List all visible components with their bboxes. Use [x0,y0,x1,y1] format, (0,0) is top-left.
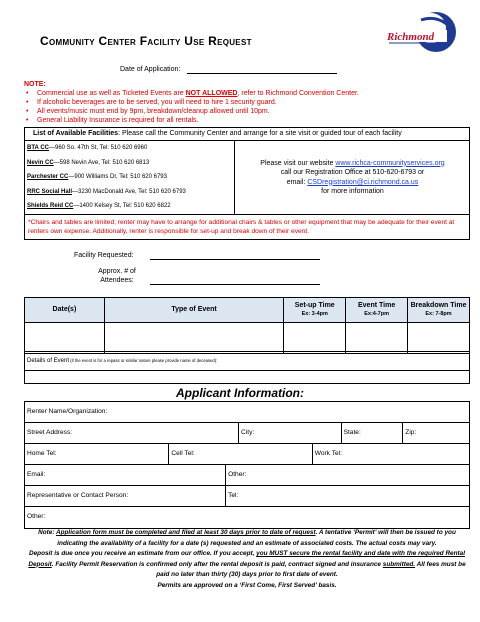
facility-requested-field[interactable] [150,259,320,260]
state-field[interactable]: State: [342,423,404,443]
note-item: • If alcoholic beverages are to be served, you will need to hire 1 security guard. [24,98,470,107]
other-field-2[interactable]: Other: [27,513,46,520]
details-of-event-field[interactable]: Details of Event (if the event is for a repass or similar nature please provide name of deceased): [24,351,470,371]
zip-field[interactable]: Zip: [405,429,417,436]
date-cell[interactable] [25,323,105,354]
street-address-field[interactable]: Street Address: [25,423,239,443]
representative-field[interactable]: Representative or Contact Person: [25,486,226,506]
attendees-label: Approx. # of Attendees: [98,268,136,284]
note-section [24,80,470,125]
breakdown-time-header: Breakdown Time Ex: 7-8pm [408,298,470,323]
rep-tel-field[interactable]: Tel: [228,492,239,499]
facility-item: RRC Social Hall—3230 MacDonald Ave, Tel: 510 620 6793 [27,188,186,195]
date-of-application-label: Date of Application: [120,66,181,73]
type-cell[interactable] [104,323,283,354]
details-of-event-extra-line[interactable] [24,371,470,384]
other-field-1[interactable]: Other: [228,471,247,478]
contact-info: Please visit our website www.richca-communityservices.org call our Registration Office at 510-620-6793 or email: CSDregistration@ci.richmond.ca.us for more information [235,141,470,215]
richmond-logo [381,10,467,58]
website-link[interactable]: www.richca-communityservices.org [335,159,445,167]
setup-time-cell[interactable] [284,323,346,354]
facility-requested-label: Facility Requested: [74,252,134,259]
setup-time-header: Set-up Time Ex: 3-4pm [284,298,346,323]
note-item: • All events/music must end by 9pm, breakdown/cleanup allowed until 10pm. [24,107,470,116]
facility-item: Parchester CC—900 Williams Dr, Tel: 510 620 6793 [27,174,167,181]
email-field[interactable]: Email: [25,465,226,485]
note-item: • General Liability Insurance is required for all rentals. [24,116,470,125]
applicant-title: Applicant Information: [176,386,304,400]
attendees-field[interactable] [150,284,320,285]
date-of-application-field[interactable] [187,73,337,74]
email-link[interactable]: CSDregistration@ci.richmond.ca.us [307,178,419,186]
chairs-note: *Chairs and tables are limited; renter may have to arrange for additional chairs & tables or other equipment that may be adequate for their event at renters own expense. Additionally, renter is responsible for set-up and break down of their event. [28,219,455,235]
facilities-box [24,127,470,240]
facility-item: Nevin CC—598 Nevin Ave, Tel: 510 620 6813 [27,159,150,166]
event-time-cell[interactable] [346,323,408,354]
footer-deposit-note: Deposit is due once you receive an estimate from our office. If you accept, you MUST secure the rental facility and date with the required Rental Deposit. Facility Permit Reservation is confirmed only after the rental deposit is paid, contract signed and insurance submitted. All fees must be paid no later than thirty (30) days prior to first date of event. [28,550,466,579]
note-label: NOTE: [24,81,46,88]
facility-item: Shields Reid CC—1400 Kelsey St, Tel: 510 620 6822 [27,203,171,210]
note-item: • Commercial use as well as Ticketed Events are NOT ALLOWED, refer to Richmond Convention Center. [24,89,470,98]
svg-text:Richmond: Richmond [387,31,435,43]
facility-item: BTA CC—960 So. 47th St, Tel: 510 620 6960 [27,145,148,151]
page-title: Community Center Facility Use Request [40,34,252,48]
footer-permits-note: Permits are approved on a ‘First Come, First Served’ basis. [157,581,337,589]
event-table [24,297,470,354]
facilities-heading: List of Available Facilities: Please call the Community Center and arrange for a site visit or guided tour of each facility [25,128,469,141]
type-header: Type of Event [104,298,283,323]
city-field[interactable]: City: [239,423,342,443]
note-list [24,89,470,125]
renter-name-field[interactable]: Renter Name/Organization: [27,408,108,415]
footer-note [24,528,470,592]
home-tel-field[interactable]: Home Tel: [25,444,169,464]
date-header: Date(s) [25,298,105,323]
cell-tel-field[interactable]: Cell Tel: [169,444,312,464]
footer-application-note: Note: Application form must be completed and filed at least 30 days prior to date of request. A tentative ‘Permit’ will then be issued to you indicating the availability of a facility for a date (s) requested and an estimate of associated costs. The actual costs may vary. [38,529,456,547]
applicant-grid [24,401,470,529]
breakdown-time-cell[interactable] [408,323,470,354]
facility-list [25,141,235,215]
work-tel-field[interactable]: Work Tel: [314,450,342,457]
event-time-header: Event Time Ex:4-7pm [346,298,408,323]
